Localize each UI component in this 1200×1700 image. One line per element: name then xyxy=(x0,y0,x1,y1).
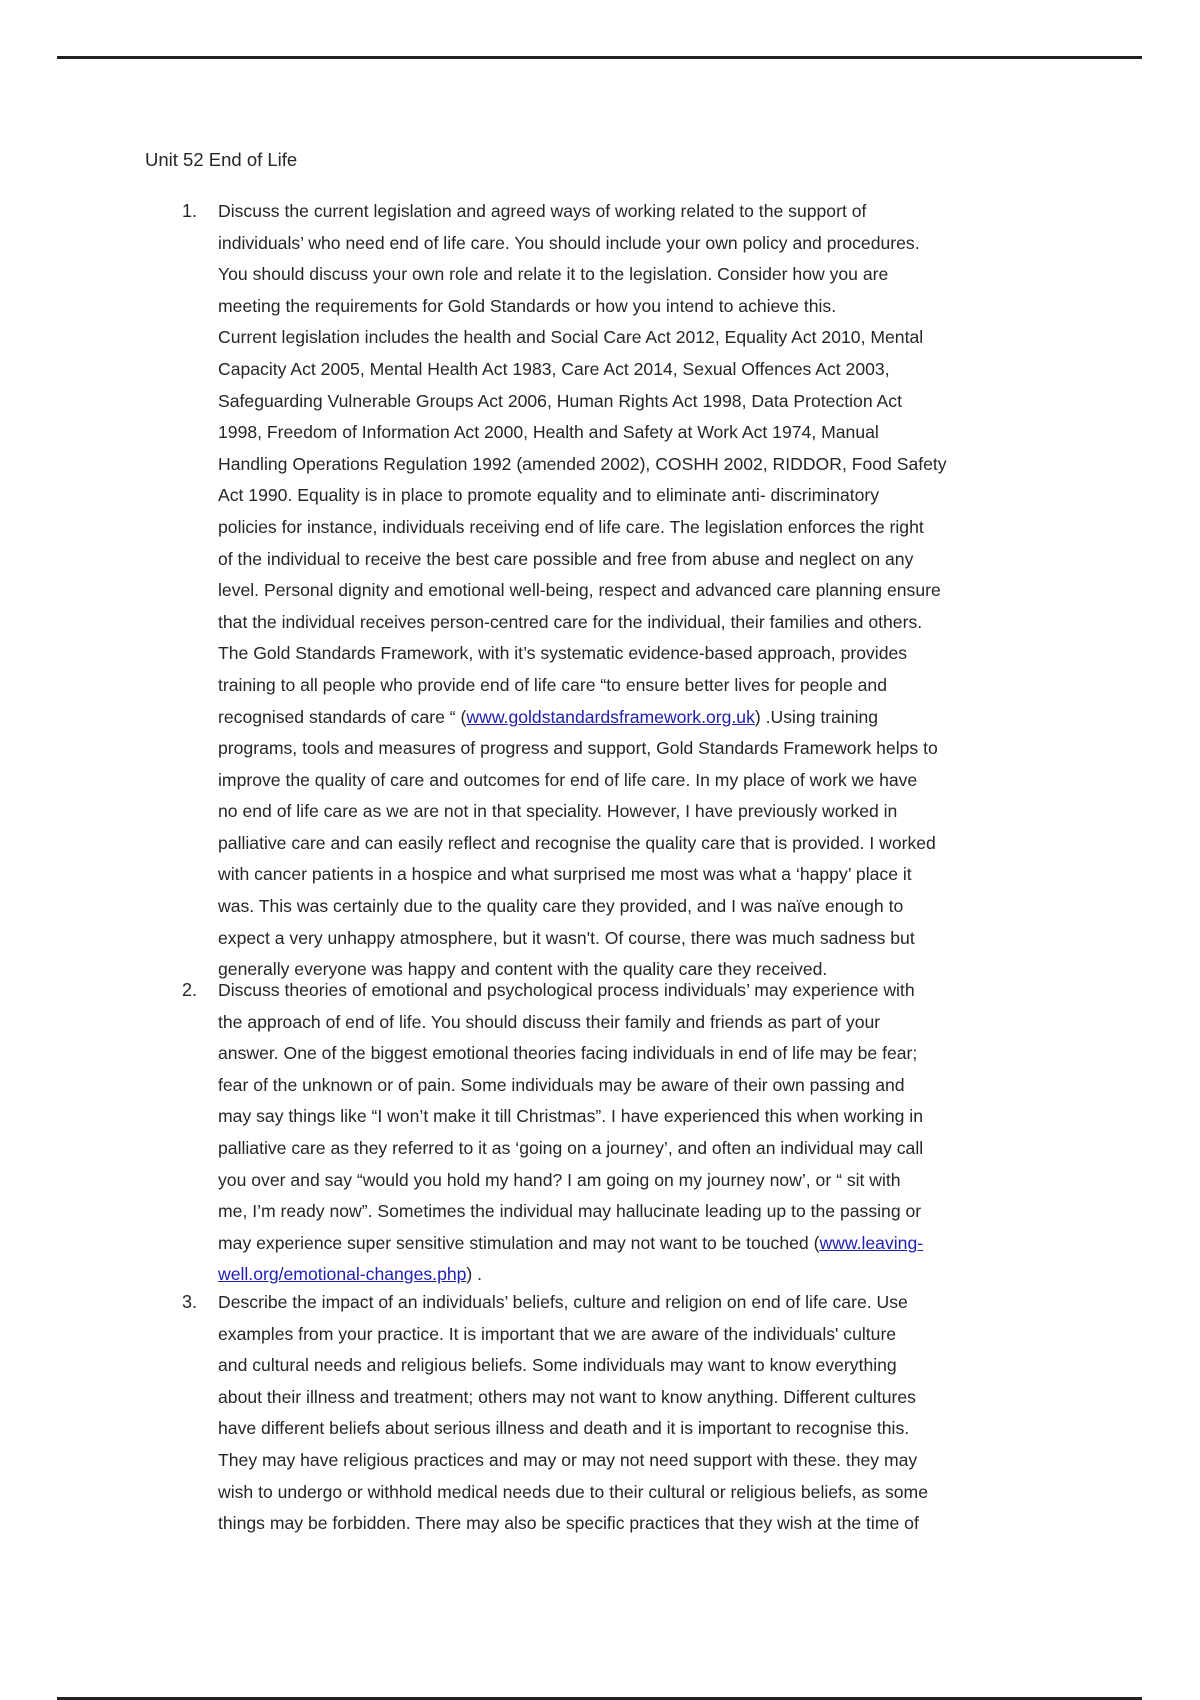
text-line xyxy=(218,196,947,228)
text-segment: may say things like “I won’t make it till Christmas”. I have experienced this when working in xyxy=(218,1106,924,1127)
list-number: 2. xyxy=(182,980,198,1000)
text-line xyxy=(218,354,947,386)
text-line xyxy=(218,607,947,639)
text-segment: ) .Using training xyxy=(754,706,879,727)
text-line xyxy=(218,322,947,354)
text-segment: programs, tools and measures of progress and support, Gold Standards Framework helps to xyxy=(218,738,938,759)
text-line xyxy=(218,1382,928,1414)
text-segment: no end of life care as we are not in that speciality. However, I have previously worked in xyxy=(218,801,898,822)
text-segment: Current legislation includes the health and Social Care Act 2012, Equality Act 2010, Mental xyxy=(218,327,924,348)
text-line xyxy=(218,417,947,449)
text-line xyxy=(218,1038,923,1070)
reference-link[interactable]: www.leaving- xyxy=(819,1232,924,1253)
text-segment: You should discuss your own role and relate it to the legislation. Consider how you are xyxy=(218,264,889,285)
text-segment: and cultural needs and religious beliefs. Some individuals may want to know everything xyxy=(218,1355,897,1376)
text-segment: of the individual to receive the best care possible and free from abuse and neglect on any xyxy=(218,548,914,569)
text-segment: may experience super sensitive stimulation and may not want to be touched ( xyxy=(218,1232,820,1253)
text-line xyxy=(218,1319,928,1351)
text-line xyxy=(218,386,947,418)
text-line xyxy=(218,1196,923,1228)
text-segment: individuals’ who need end of life care. You should include your own policy and procedures. xyxy=(218,232,920,253)
text-segment: Capacity Act 2005, Mental Health Act 1983, Care Act 2014, Sexual Offences Act 2003, xyxy=(218,358,890,379)
text-line xyxy=(218,1287,928,1319)
header-rule xyxy=(57,56,1142,59)
text-segment: Discuss theories of emotional and psychological process individuals’ may experience with xyxy=(218,980,915,1000)
text-segment: that the individual receives person-centred care for the individual, their families and others. xyxy=(218,611,923,632)
text-segment: palliative care and can easily reflect and recognise the quality care that is provided. I worked xyxy=(218,832,936,853)
text-segment: fear of the unknown or of pain. Some individuals may be aware of their own passing and xyxy=(218,1074,905,1095)
text-line xyxy=(218,828,947,860)
text-segment: meeting the requirements for Gold Standards or how you intend to achieve this. xyxy=(218,295,837,316)
reference-link[interactable]: well.org/emotional-changes.php xyxy=(218,1264,467,1285)
text-line xyxy=(218,796,947,828)
text-segment: training to all people who provide end of life care “to ensure better lives for people and xyxy=(218,674,887,695)
text-segment: The Gold Standards Framework, with it’s systematic evidence-based approach, provides xyxy=(218,643,908,664)
text-segment: Discuss the current legislation and agreed ways of working related to the support of xyxy=(218,201,867,221)
text-line xyxy=(218,1133,923,1165)
text-segment: about their illness and treatment; others may not want to know anything. Different cultures xyxy=(218,1386,916,1407)
text-segment: Safeguarding Vulnerable Groups Act 2006, Human Rights Act 1998, Data Protection Act xyxy=(218,390,902,411)
text-segment: wish to undergo or withhold medical needs due to their cultural or religious beliefs, as some xyxy=(218,1481,928,1502)
text-line xyxy=(218,765,947,797)
text-line xyxy=(218,259,947,291)
text-segment: Act 1990. Equality is in place to promote equality and to eliminate anti- discriminatory xyxy=(218,485,880,506)
list-item-text xyxy=(218,1287,928,1540)
text-line xyxy=(218,1445,928,1477)
text-line xyxy=(218,923,947,955)
text-segment: generally everyone was happy and content with the quality care they received. xyxy=(218,959,828,980)
text-line xyxy=(218,575,947,607)
text-line xyxy=(218,449,947,481)
reference-link[interactable]: www.goldstandardsframework.org.uk xyxy=(466,706,755,727)
text-segment: examples from your practice. It is important that we are aware of the individuals' culture xyxy=(218,1323,897,1344)
text-segment: They may have religious practices and may or may not need support with these. they may xyxy=(218,1449,918,1470)
text-segment: was. This was certainly due to the quality care they provided, and I was naïve enough to xyxy=(218,896,904,917)
document-title: Unit 52 End of Life xyxy=(145,149,298,170)
text-line xyxy=(218,480,947,512)
text-segment: recognised standards of care “ ( xyxy=(218,706,467,727)
text-segment: expect a very unhappy atmosphere, but it wasn't. Of course, there was much sadness but xyxy=(218,927,915,948)
text-line xyxy=(218,1350,928,1382)
text-segment: the approach of end of life. You should discuss their family and friends as part of your xyxy=(218,1011,881,1032)
text-line xyxy=(218,638,947,670)
text-segment: with cancer patients in a hospice and what surprised me most was what a ‘happy’ place it xyxy=(218,864,912,885)
list-number: 3. xyxy=(182,1292,198,1312)
text-line xyxy=(218,733,947,765)
text-line xyxy=(218,670,947,702)
text-segment: things may be forbidden. There may also be specific practices that they wish at the time of xyxy=(218,1513,919,1534)
text-line xyxy=(218,1413,928,1445)
text-line xyxy=(218,859,947,891)
text-segment: palliative care as they referred to it as ‘going on a journey’, and often an individual may call xyxy=(218,1137,924,1158)
text-line xyxy=(218,512,947,544)
text-line xyxy=(218,1070,923,1102)
text-segment: me, I’m ready now”. Sometimes the individual may hallucinate leading up to the passing or xyxy=(218,1201,922,1222)
list-number: 1. xyxy=(182,201,198,221)
text-segment: you over and say “would you hold my hand? I am going on my journey now’, or “ sit with xyxy=(218,1169,901,1190)
text-line xyxy=(218,544,947,576)
text-segment: policies for instance, individuals receiving end of life care. The legislation enforces the right xyxy=(218,516,924,537)
text-line xyxy=(218,1007,923,1039)
text-line xyxy=(218,1228,923,1260)
text-segment: improve the quality of care and outcomes for end of life care. In my place of work we have xyxy=(218,769,918,790)
list-item-text xyxy=(218,975,923,1291)
text-line xyxy=(218,291,947,323)
text-line xyxy=(218,228,947,260)
text-line xyxy=(218,702,947,734)
text-line xyxy=(218,1101,923,1133)
text-segment: Handling Operations Regulation 1992 (amended 2002), COSHH 2002, RIDDOR, Food Safety xyxy=(218,453,947,474)
text-segment: ) . xyxy=(466,1264,483,1285)
text-line xyxy=(218,891,947,923)
list-item-text xyxy=(218,196,947,986)
text-line xyxy=(218,1477,928,1509)
text-segment: 1998, Freedom of Information Act 2000, Health and Safety at Work Act 1974, Manual xyxy=(218,422,879,443)
text-line xyxy=(218,1508,928,1540)
text-segment: Describe the impact of an individuals’ beliefs, culture and religion on end of life care. Use xyxy=(218,1292,908,1312)
text-line xyxy=(218,975,923,1007)
text-segment: answer. One of the biggest emotional theories facing individuals in end of life may be fear; xyxy=(218,1043,918,1064)
text-segment: have different beliefs about serious illness and death and it is important to recognise this. xyxy=(218,1418,910,1439)
text-line xyxy=(218,1165,923,1197)
text-segment: level. Personal dignity and emotional well-being, respect and advanced care planning ensure xyxy=(218,580,941,601)
